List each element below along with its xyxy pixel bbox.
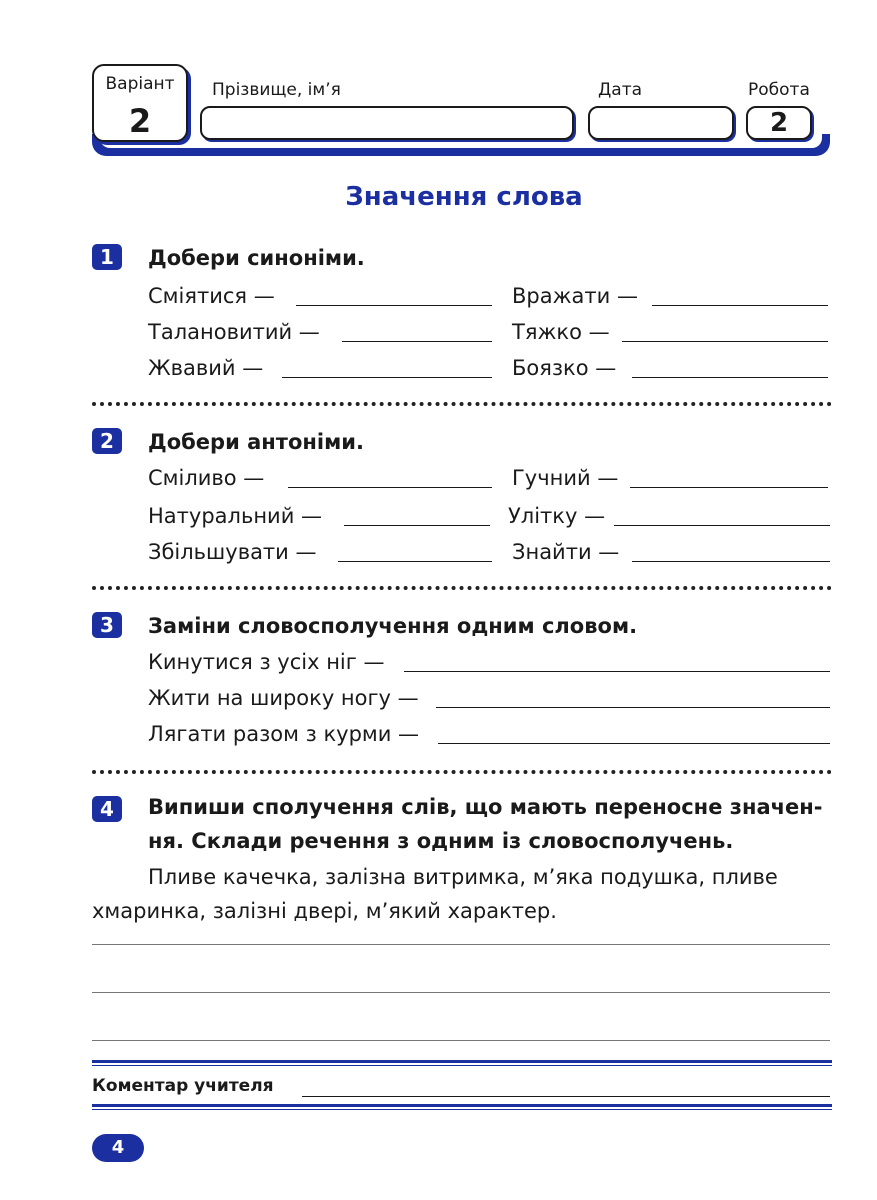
footer-rule-top — [92, 1060, 832, 1066]
task-2-item: Збільшувати — — [148, 540, 317, 564]
task-2-item: Улітку — — [508, 504, 606, 528]
writing-line[interactable] — [92, 944, 830, 945]
answer-line[interactable] — [632, 561, 830, 562]
answer-line[interactable] — [630, 487, 828, 488]
task-2-badge: 2 — [92, 428, 122, 454]
task-2-item: Гучний — — [512, 466, 619, 490]
task-4-text-line-1: Пливе качечка, залізна витримка, м’яка подушка, пливе — [148, 865, 778, 889]
section-divider — [92, 770, 832, 774]
task-2-item: Знайти — — [512, 540, 620, 564]
teacher-comment-line[interactable] — [302, 1096, 830, 1097]
work-number-box — [746, 106, 812, 140]
variant-box — [92, 64, 188, 142]
answer-line[interactable] — [288, 487, 492, 488]
task-3-heading: Заміни словосполучення одним словом. — [148, 614, 638, 638]
work-number: 2 — [769, 108, 789, 138]
answer-line[interactable] — [622, 341, 828, 342]
answer-line[interactable] — [652, 305, 828, 306]
page-number: 4 — [92, 1134, 144, 1162]
variant-number: 2 — [128, 102, 152, 140]
name-label: Прізвище, ім’я — [212, 80, 341, 100]
footer-rule-bottom — [92, 1104, 832, 1110]
task-1-heading: Добери синоніми. — [148, 246, 365, 270]
task-1-item: Вражати — — [512, 284, 638, 308]
task-1-badge: 1 — [92, 244, 122, 270]
task-2-item: Натуральний — — [148, 504, 323, 528]
task-4-text-line-2: хмаринка, залізні двері, м’який характер. — [92, 899, 557, 923]
answer-line[interactable] — [404, 671, 830, 672]
page-title: Значення слова — [345, 182, 583, 212]
task-1-item: Талановитий — — [148, 320, 320, 344]
answer-line[interactable] — [632, 377, 828, 378]
task-4-badge: 4 — [92, 796, 122, 822]
task-4-heading-line-1: Випиши сполучення слів, що мають переносне значен- — [148, 795, 823, 819]
section-divider — [92, 402, 832, 406]
section-divider — [92, 586, 832, 590]
task-3-item: Кинутися з усіх ніг — — [148, 650, 385, 674]
answer-line[interactable] — [438, 743, 830, 744]
writing-line[interactable] — [92, 992, 830, 993]
date-field[interactable] — [588, 106, 734, 140]
answer-line[interactable] — [282, 377, 492, 378]
answer-line[interactable] — [342, 341, 492, 342]
answer-line[interactable] — [338, 561, 492, 562]
task-3-badge: 3 — [92, 612, 122, 638]
task-1-item: Сміятися — — [148, 284, 275, 308]
variant-label: Варіант — [105, 74, 175, 94]
work-label: Робота — [748, 80, 810, 100]
task-1-item: Жвавий — — [148, 356, 264, 380]
teacher-comment-label: Коментар учителя — [92, 1076, 274, 1096]
name-field[interactable] — [200, 106, 574, 140]
task-1-item: Боязко — — [512, 356, 617, 380]
task-1-item: Тяжко — — [512, 320, 610, 344]
task-2-heading: Добери антоніми. — [148, 430, 364, 454]
date-label: Дата — [598, 80, 643, 100]
task-3-item: Лягати разом з курми — — [148, 722, 420, 746]
answer-line[interactable] — [614, 525, 830, 526]
task-3-item: Жити на широку ногу — — [148, 686, 419, 710]
answer-line[interactable] — [344, 525, 490, 526]
answer-line[interactable] — [436, 707, 830, 708]
task-4-heading-line-2: ня. Склади речення з одним із словосполучень. — [148, 829, 734, 853]
answer-line[interactable] — [296, 305, 492, 306]
task-2-item: Сміливо — — [148, 466, 265, 490]
writing-line[interactable] — [92, 1040, 830, 1041]
